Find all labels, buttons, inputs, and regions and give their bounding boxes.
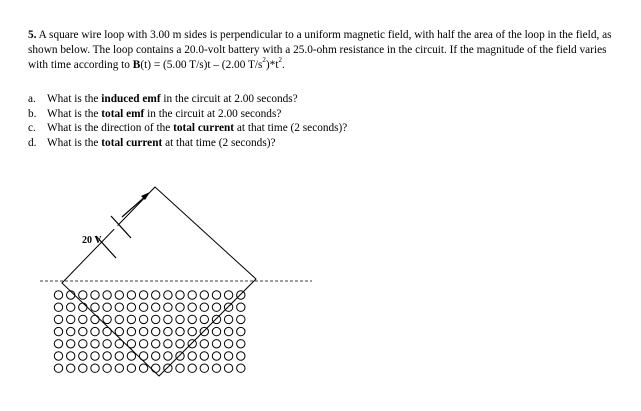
field-symbol-circle — [79, 291, 87, 299]
field-symbol-circle — [54, 327, 62, 335]
field-symbol-circle — [54, 352, 62, 360]
field-symbol-circle — [224, 364, 232, 372]
field-symbol-circle — [139, 327, 147, 335]
field-symbol-circle — [67, 352, 75, 360]
field-symbol-circle — [237, 327, 245, 335]
field-symbol-circle — [127, 364, 135, 372]
field-symbol-circle — [176, 364, 184, 372]
field-symbol-circle — [67, 303, 75, 311]
field-symbol-circle — [164, 327, 172, 335]
field-symbol-circle — [224, 303, 232, 311]
field-symbol-circle — [91, 303, 99, 311]
field-symbol-circle — [103, 291, 111, 299]
field-symbol-circle — [67, 340, 75, 348]
field-symbol-circle — [152, 315, 160, 323]
question-bold: total current — [173, 122, 235, 134]
field-symbol-circle — [188, 364, 196, 372]
question-pre: What is the — [47, 107, 102, 120]
field-symbol-circle — [188, 303, 196, 311]
exponent-2: 2 — [278, 56, 282, 65]
field-symbol-circle — [54, 303, 62, 311]
field-symbol-circle — [212, 303, 220, 311]
field-symbol-circle — [139, 291, 147, 299]
field-symbol-circle — [176, 340, 184, 348]
field-symbol-circle — [212, 340, 220, 348]
field-symbol-circle — [103, 364, 111, 372]
field-symbol-circle — [103, 340, 111, 348]
field-symbol-circle — [91, 352, 99, 360]
field-symbol-circle — [212, 364, 220, 372]
field-symbol-circle — [212, 327, 220, 335]
field-symbol-circle — [139, 303, 147, 311]
question-bold: total current — [101, 136, 163, 149]
field-symbol-circle — [79, 315, 87, 323]
field-symbol-circle — [67, 291, 75, 299]
field-symbol-circle — [139, 340, 147, 348]
field-symbol-circle — [224, 327, 232, 335]
field-symbol-circle — [164, 291, 172, 299]
question-pre: What is the — [47, 93, 102, 105]
field-symbol-circle — [224, 352, 232, 360]
field-symbol-circle — [188, 327, 196, 335]
field-symbol-circle — [237, 291, 245, 299]
field-symbol-circle — [103, 315, 111, 323]
exponent-1: 2 — [262, 56, 266, 65]
field-symbol-circle — [224, 315, 232, 323]
question-letter: d. — [28, 136, 37, 149]
field-symbol-circle — [200, 291, 208, 299]
field-symbol-circle — [164, 352, 172, 360]
field-symbol-circle — [212, 315, 220, 323]
field-symbol-circle — [115, 352, 123, 360]
field-symbol-circle — [115, 303, 123, 311]
field-symbol-circle — [139, 364, 147, 372]
field-symbol-circle — [79, 352, 87, 360]
field-symbol-circle — [152, 327, 160, 335]
field-symbol-circle — [79, 340, 87, 348]
field-symbol-circle — [164, 315, 172, 323]
current-arrow — [122, 195, 147, 217]
field-symbol-circle — [176, 291, 184, 299]
field-symbol-circle — [152, 364, 160, 372]
field-symbol-circle — [103, 352, 111, 360]
field-symbol-circle — [224, 340, 232, 348]
field-symbol-circle — [54, 340, 62, 348]
field-symbol-circle — [200, 364, 208, 372]
field-symbol-circle — [127, 327, 135, 335]
field-symbol-circle — [237, 340, 245, 348]
field-symbol-circle — [164, 340, 172, 348]
field-symbol-circle — [79, 303, 87, 311]
field-symbol-circle — [200, 315, 208, 323]
question-letter: a. — [28, 93, 36, 105]
field-symbol-circle — [188, 352, 196, 360]
battery-label: 20 V — [82, 235, 102, 246]
field-symbol-circle — [200, 327, 208, 335]
field-symbol-circle — [67, 364, 75, 372]
field-symbol-circle — [224, 291, 232, 299]
question-post: in the circuit at 2.00 seconds? — [144, 107, 282, 120]
field-symbol-circle — [91, 340, 99, 348]
field-symbol-circle — [139, 315, 147, 323]
question-bold: total emf — [101, 107, 145, 120]
field-symbol-circle — [176, 352, 184, 360]
field-symbol-circle — [164, 303, 172, 311]
problem-number: 5. — [28, 29, 37, 41]
field-symbol-circle — [188, 315, 196, 323]
field-symbol-circle — [237, 315, 245, 323]
field-symbol-circle — [91, 364, 99, 372]
field-symbol-circle — [115, 364, 123, 372]
question-pre: What is the direction of the — [47, 122, 174, 134]
problem-text-part2: (t) = (5.00 T/s)t – (2.00 T/s — [140, 59, 263, 71]
field-symbol-circle — [54, 315, 62, 323]
field-symbol-circle — [152, 291, 160, 299]
field-symbol-circle — [164, 364, 172, 372]
question-post: at that time (2 seconds)? — [162, 136, 276, 149]
field-symbol-circle — [115, 291, 123, 299]
field-symbol-circle — [115, 315, 123, 323]
field-symbol-circle — [91, 291, 99, 299]
field-symbol-circle — [176, 327, 184, 335]
question-pre: What is the — [47, 136, 102, 149]
field-symbol-circle — [67, 315, 75, 323]
field-symbol-circle — [127, 352, 135, 360]
field-symbol-circle — [237, 303, 245, 311]
field-symbol-circle — [200, 303, 208, 311]
field-symbol-circle — [152, 352, 160, 360]
field-symbol: B — [132, 59, 141, 71]
field-symbol-circle — [188, 291, 196, 299]
field-symbol-circle — [152, 303, 160, 311]
field-symbol-circle — [127, 315, 135, 323]
question-post: at that time (2 seconds)? — [234, 122, 348, 134]
field-symbol-circle — [127, 291, 135, 299]
field-symbol-circle — [91, 327, 99, 335]
field-symbol-circle — [176, 315, 184, 323]
field-symbol-circle — [200, 340, 208, 348]
loop-gap — [111, 222, 131, 244]
field-symbol-circle — [67, 327, 75, 335]
field-symbol-circle — [176, 303, 184, 311]
field-symbol-circle — [79, 327, 87, 335]
field-symbol-circle — [188, 340, 196, 348]
field-symbol-circle — [127, 303, 135, 311]
question-bold: induced emf — [101, 93, 161, 105]
field-symbol-circle — [237, 364, 245, 372]
question-letter: c. — [28, 122, 36, 134]
problem-text-part3: )*t — [265, 59, 279, 71]
field-symbol-circle — [212, 291, 220, 299]
field-symbol-circle — [91, 315, 99, 323]
field-symbol-circle — [103, 303, 111, 311]
problem-text-part4: . — [281, 59, 285, 71]
field-symbol-circle — [237, 352, 245, 360]
question-post: in the circuit at 2.00 seconds? — [160, 93, 298, 105]
field-symbol-circle — [79, 364, 87, 372]
field-symbol-circle — [152, 340, 160, 348]
field-symbol-circle — [54, 291, 62, 299]
question-letter: b. — [28, 107, 37, 120]
field-symbol-circle — [54, 364, 62, 372]
field-symbol-circle — [212, 352, 220, 360]
problem-text-part1: A square wire loop with 3.00 m sides is perpendicular to a uniform magnetic field, with half the area of the loop in the field, as shown below. The loop contains a 20.0-volt battery with a 25.0-ohm resistance in the circuit. If the magnitude of the field varies with time according to — [28, 29, 612, 71]
field-symbol-circle — [200, 352, 208, 360]
